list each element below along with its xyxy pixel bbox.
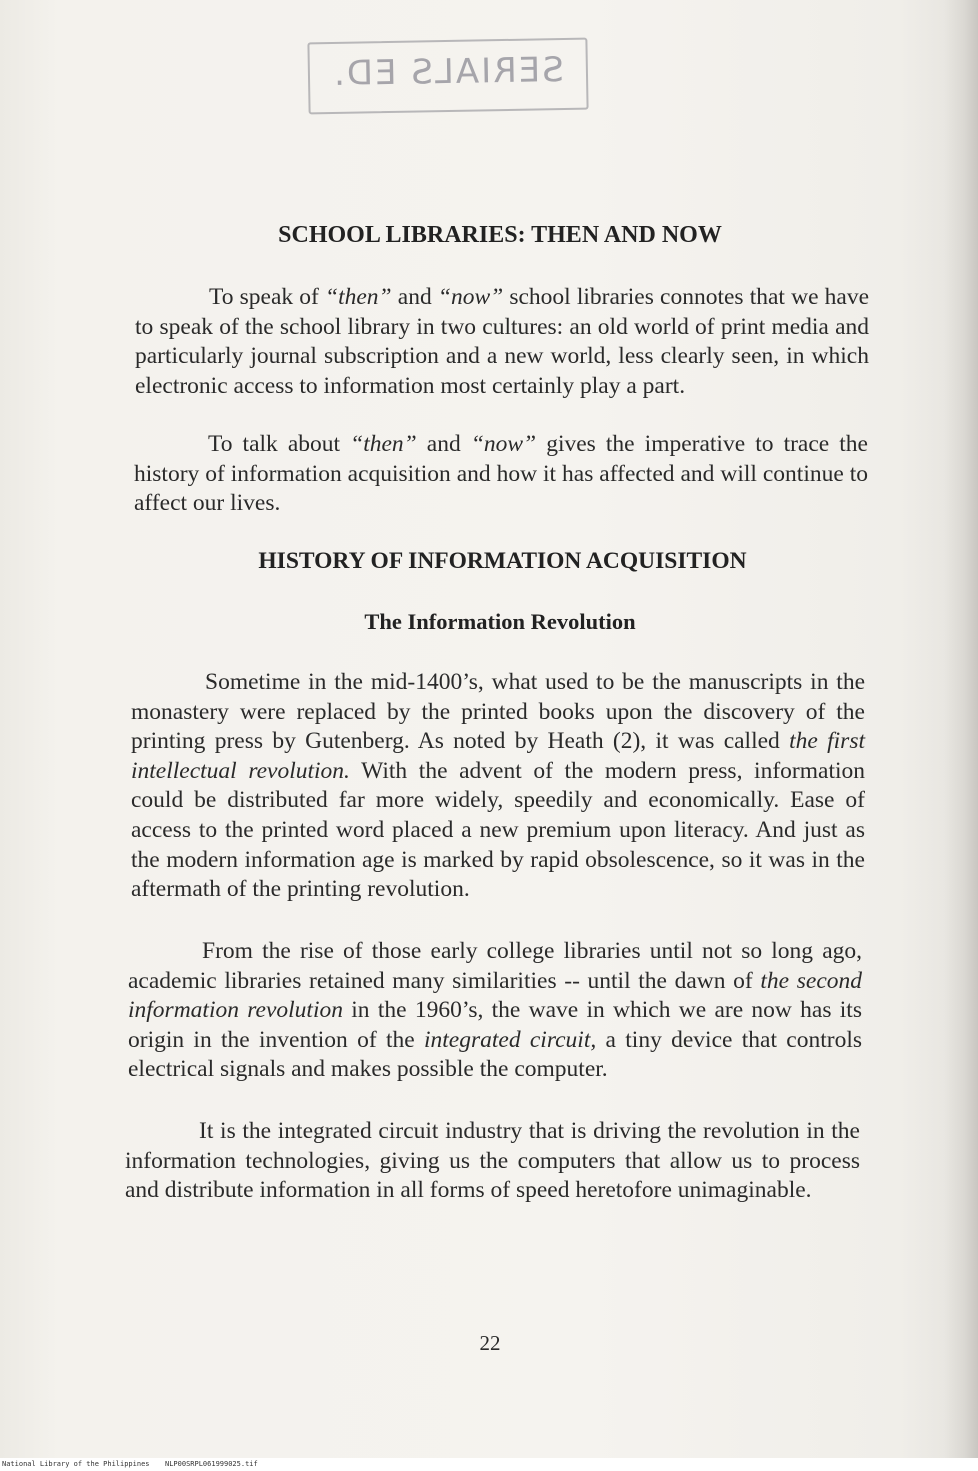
page-title: SCHOOL LIBRARIES: THEN AND NOW xyxy=(278,222,722,248)
footer-source: National Library of the Philippines xyxy=(2,1460,150,1468)
paragraph-imperative: To talk about “then” and “now” gives the imperative to trace the history of information acquisition and how it has affected and will continue to affect our lives. xyxy=(134,431,868,517)
paragraph-gutenberg: Sometime in the mid-1400’s, what used to be the manuscripts in the monastery were replaced by the printed books upon the discovery of the printing press by Gutenberg. As noted by Heath (2), it was called the first intellectual revolution. With the advent of the modern press, information could be distributed far more widely, speedily and economically. Ease of access to the printed word placed a new premium upon literacy. And just as the modern information age is marked by rapid obsolescence, so it was in the aftermath of the printing revolution. xyxy=(131,669,866,903)
page-number: 22 xyxy=(479,1331,501,1355)
stamp-text: SERIALS ED. xyxy=(331,49,565,95)
section-heading-history: HISTORY OF INFORMATION ACQUISITION xyxy=(258,548,747,574)
paragraph-second-revolution: From the rise of those early college libraries until not so long ago, academic libraries retained many similarities -- until the dawn of the second information revolution in the 1960’s, the wave in which we are now has its origin in the invention of the integrated circuit, a tiny device that controls electrical signals and makes possible the computer. xyxy=(128,938,862,1083)
paragraph-then-and-now: To speak of “then” and “now” school libraries connotes that we have to speak of the school library in two cultures: an old world of print media and particularly journal subscription and a new world, less clearly seen, in which electronic access to information most certainly play a part. xyxy=(135,284,870,399)
page-edge-shadow xyxy=(944,0,978,1458)
paragraph-integrated-circuit: It is the integrated circuit industry that is driving the revolution in the information technologies, giving us the computers that allow us to process and distribute information in all forms of speed heretofore unimaginable. xyxy=(125,1118,860,1204)
footer-filename: NLP00SRPL061999025.tif xyxy=(165,1460,258,1468)
scan-footer xyxy=(0,1458,978,1471)
subsection-heading-revolution: The Information Revolution xyxy=(364,609,636,634)
serials-stamp xyxy=(307,38,588,115)
